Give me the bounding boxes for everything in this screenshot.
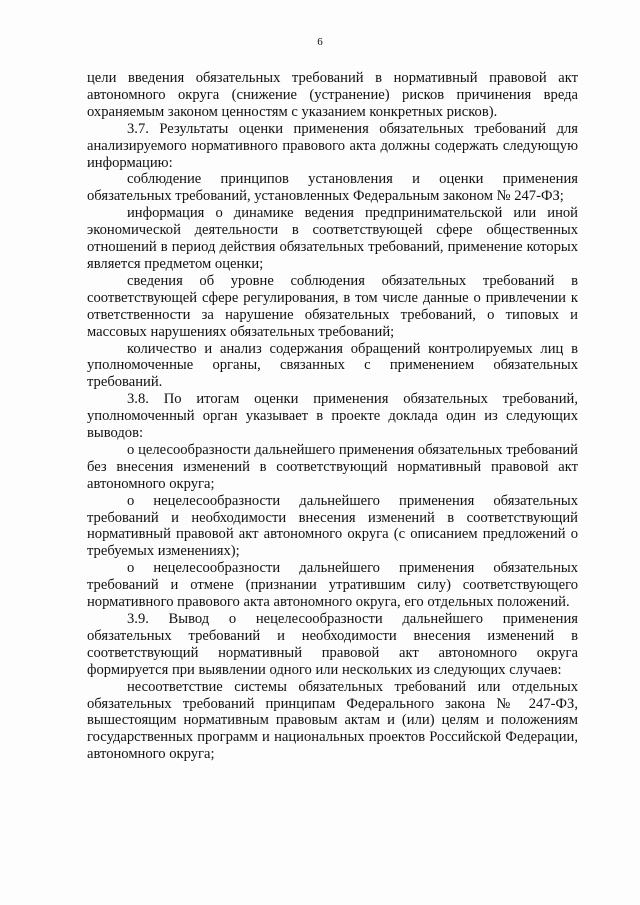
paragraph-business-dynamics: информация о динамике ведения предпринимательской или иной экономической деятельности в соответствующей сфере общественных отношений в период действия обязательных требований, применение которых является предметом оценки; <box>87 205 578 272</box>
paragraph-3-9: 3.9. Вывод о нецелесообразности дальнейшего применения обязательных требований и необходимости внесения изменений в соответствующий нормативный правовой акт автономного округа формируется при выявлении одного или нескольких из следующих случаев: <box>87 611 578 678</box>
paragraph-conclusion-expedient: о целесообразности дальнейшего применения обязательных требований без внесения изменений в соответствующий нормативный правовой акт автономного округа; <box>87 441 578 492</box>
paragraph-nonconformity: несоответствие системы обязательных требований или отдельных обязательных требований принципам Федерального закона № 247-ФЗ, вышестоящим нормативным правовым актам и (или) целям и положениям государственных программ и национальных проектов Российской Федерации, автономного округа; <box>87 678 578 763</box>
page-number: 6 <box>317 36 323 48</box>
paragraph-principles: соблюдение принципов установления и оценки применения обязательных требований, установленных Федеральным законом № 247-ФЗ; <box>87 171 578 205</box>
paragraph-compliance-level: сведения об уровне соблюдения обязательных требований в соответствующей сфере регулирования, в том числе данные о привлечении к ответственности за нарушение обязательных требований, о типовых и массовых нарушениях обязательных требований; <box>87 272 578 340</box>
paragraph-conclusion-amend: о нецелесообразности дальнейшего применения обязательных требований и необходимости внесения изменений в соответствующий нормативный правовой акт автономного округа (с описанием предложений о требуемых изменениях); <box>87 492 578 560</box>
paragraph-conclusion-repeal: о нецелесообразности дальнейшего применения обязательных требований и отмене (признании утратившим силу) соответствующего нормативного правового акта автономного округа, его отдельных положений. <box>87 560 578 611</box>
paragraph-goals-continuation: цели введения обязательных требований в нормативный правовой акт автономного округа (снижение (устранение) рисков причинения вреда охраняемым законом ценностям с указанием конкретных рисков). <box>87 70 578 120</box>
paragraph-appeals-analysis: количество и анализ содержания обращений контролируемых лиц в уполномоченные органы, связанных с применением обязательных требований. <box>87 340 578 391</box>
document-body <box>87 70 578 763</box>
paragraph-3-8: 3.8. По итогам оценки применения обязательных требований, уполномоченный орган указывает в проекте доклада один из следующих выводов: <box>87 391 578 442</box>
paragraph-3-7: 3.7. Результаты оценки применения обязательных требований для анализируемого нормативного правового акта должны содержать следующую информацию: <box>87 120 578 171</box>
